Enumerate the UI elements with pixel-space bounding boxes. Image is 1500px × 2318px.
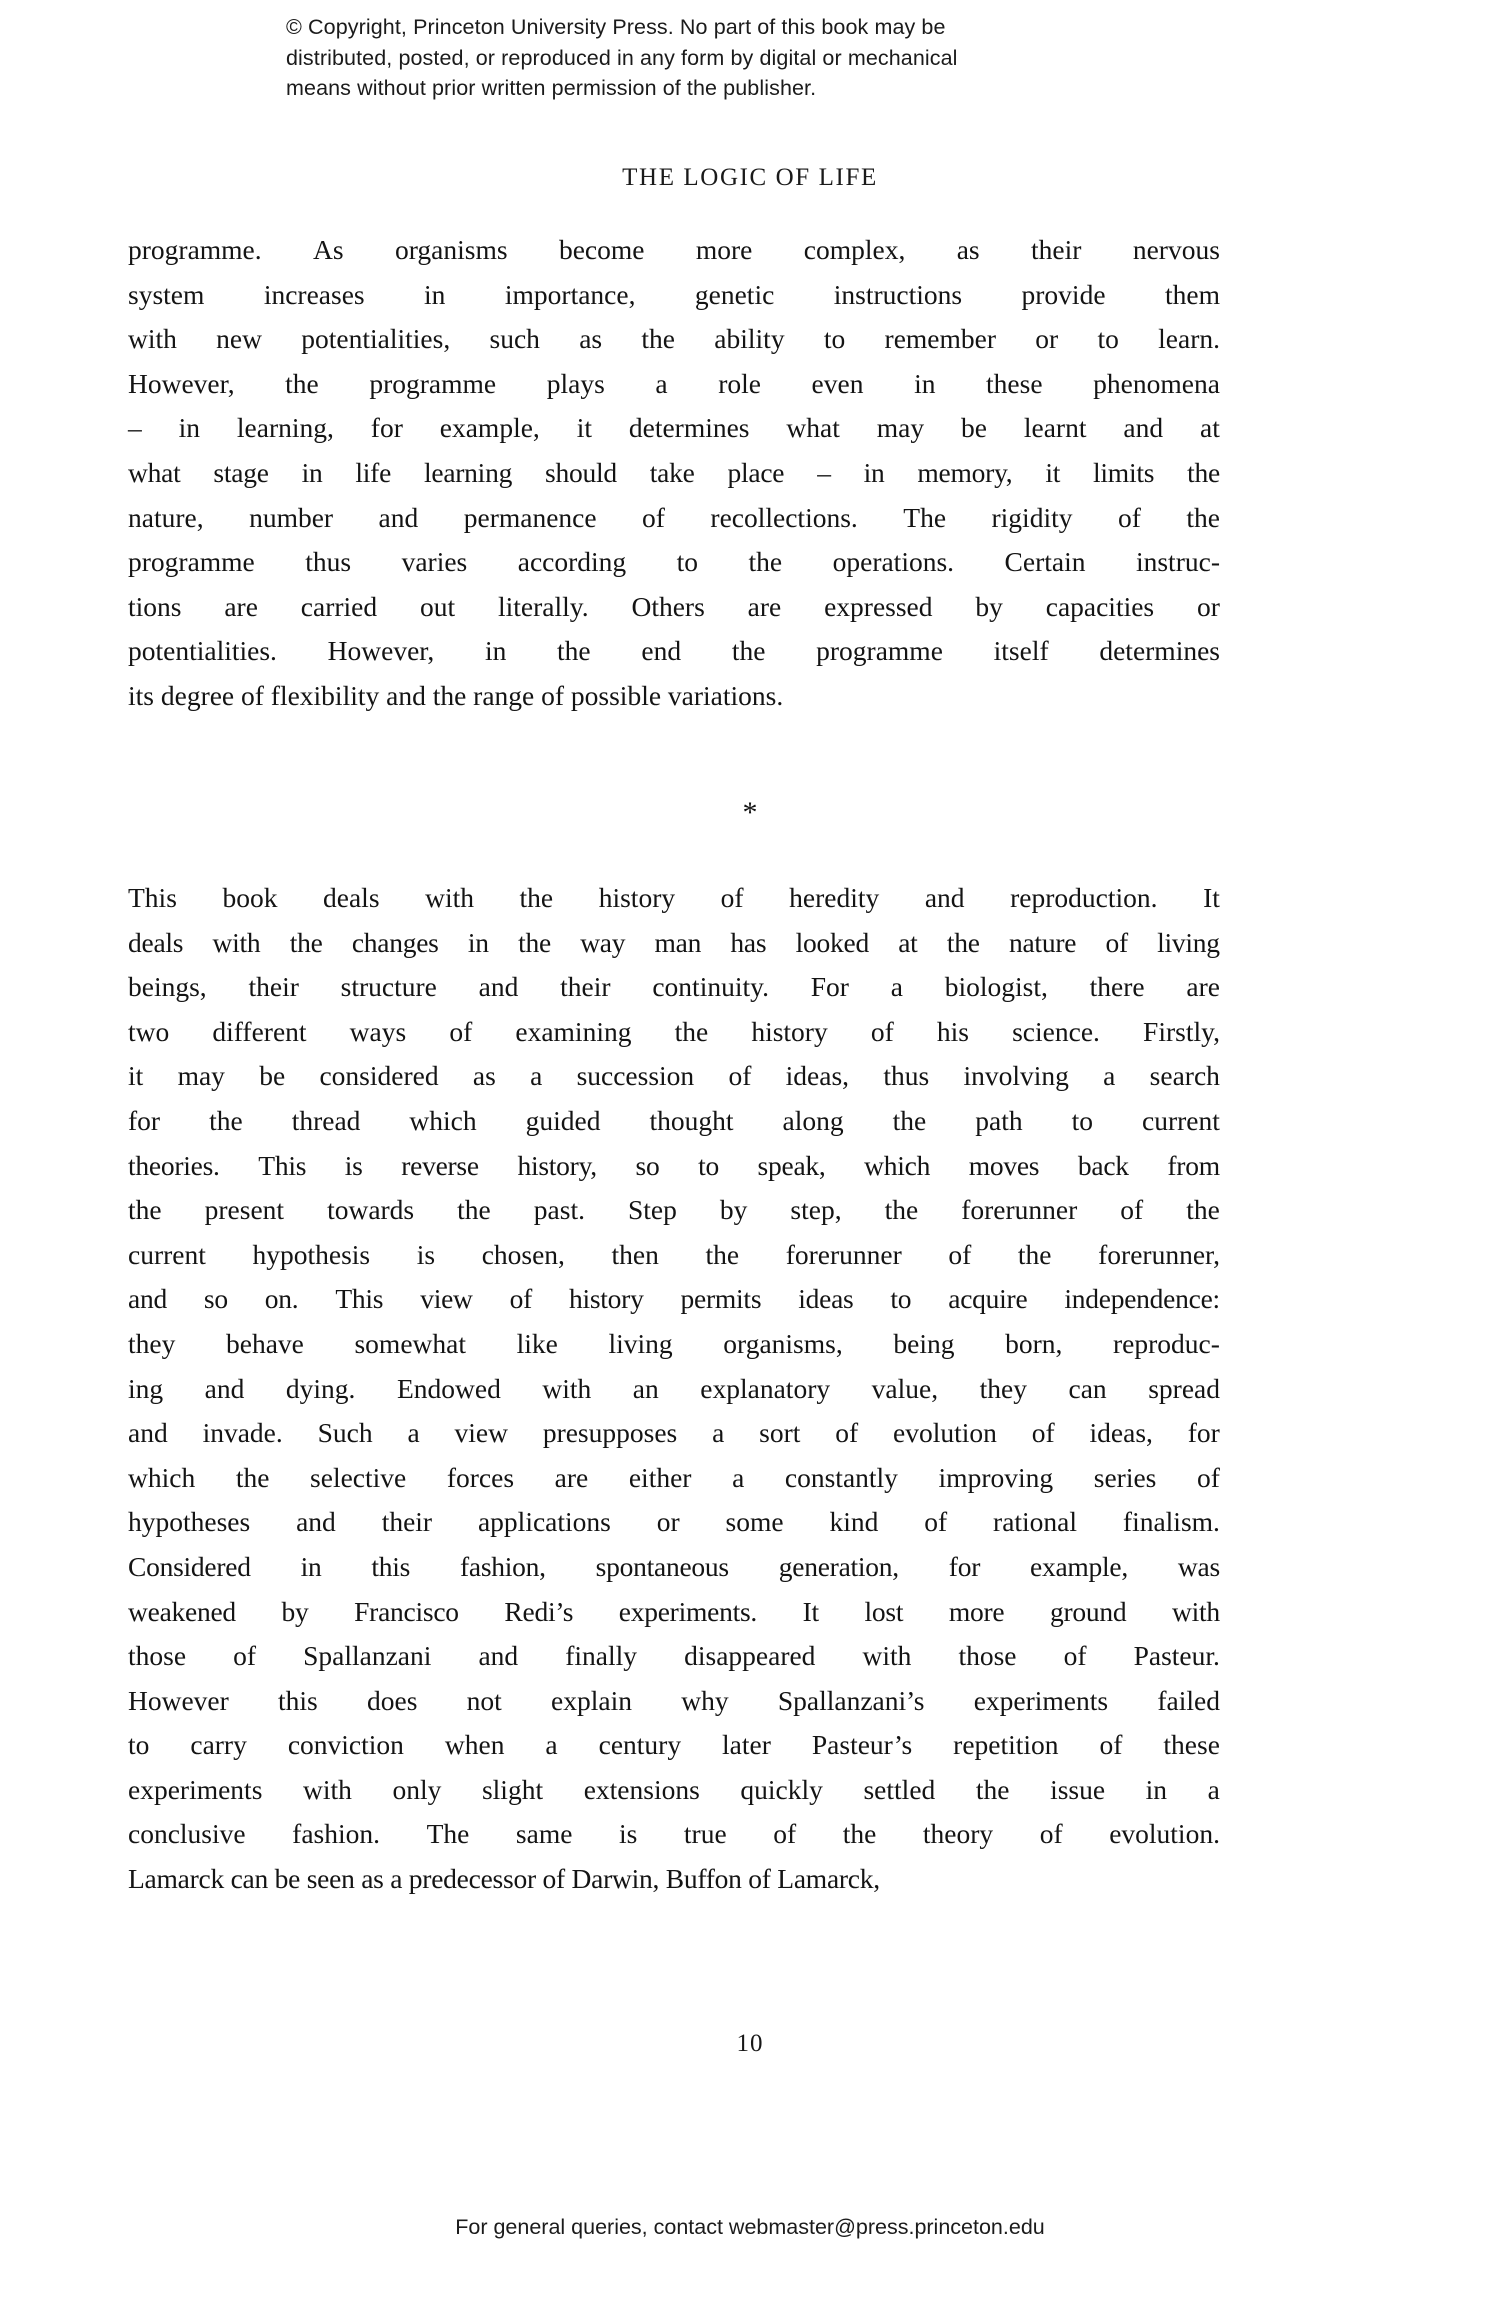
text-line: tions are carried out literally. Others are expressed by capacities or xyxy=(128,590,1220,622)
text-line: programme thus varies according to the operations. Certain instruc- xyxy=(128,546,1220,578)
text-line: which the selective forces are either a constantly improving series of xyxy=(128,1461,1220,1493)
text-line: system increases in importance, genetic instructions provide them xyxy=(128,278,1220,310)
text-line: nature, number and permanence of recollections. The rigidity of the xyxy=(128,501,1220,533)
text-line: experiments with only slight extensions quickly settled the issue in a xyxy=(128,1773,1220,1805)
text-line: programme. As organisms become more complex, as their nervous xyxy=(128,234,1220,265)
paragraph-1 xyxy=(128,228,1220,719)
text-line: ing and dying. Endowed with an explanatory value, they can spread xyxy=(128,1372,1220,1404)
text-line: for the thread which guided thought along the path to current xyxy=(128,1104,1220,1136)
text-line: it may be considered as a succession of ideas, thus involving a search xyxy=(128,1060,1220,1092)
footer-queries-notice: For general queries, contact webmaster@press.princeton.edu xyxy=(455,2215,1045,2239)
text-line: hypotheses and their applications or some kind of rational finalism. xyxy=(128,1506,1220,1538)
text-line: conclusive fashion. The same is true of the theory of evolution. xyxy=(128,1818,1220,1850)
text-line: This book deals with the history of heredity and reproduction. It xyxy=(128,882,1220,913)
text-line: potentialities. However, in the end the programme itself determines xyxy=(128,635,1220,667)
copyright-line-1: © Copyright, Princeton University Press. No part of this book may be xyxy=(286,15,946,39)
text-line: weakened by Francisco Redi’s experiments. It lost more ground with xyxy=(128,1595,1220,1627)
copyright-notice xyxy=(286,12,1226,104)
text-line: and invade. Such a view presupposes a sort of evolution of ideas, for xyxy=(128,1417,1220,1449)
text-line: However, the programme plays a role even in these phenomena xyxy=(128,367,1220,399)
text-line: they behave somewhat like living organisms, being born, reproduc- xyxy=(128,1327,1220,1359)
text-line: beings, their structure and their continuity. For a biologist, there are xyxy=(128,971,1220,1003)
text-line: current hypothesis is chosen, then the forerunner of the forerunner, xyxy=(128,1238,1220,1270)
text-line: its degree of flexibility and the range of possible variations. xyxy=(128,679,784,711)
text-line: theories. This is reverse history, so to speak, which moves back from xyxy=(128,1149,1220,1181)
text-line: with new potentialities, such as the ability to remember or to learn. xyxy=(128,323,1220,355)
text-line: what stage in life learning should take place – in memory, it limits the xyxy=(128,456,1220,488)
text-line: – in learning, for example, it determines what may be learnt and at xyxy=(128,412,1220,444)
text-line: to carry conviction when a century later Pasteur’s repetition of these xyxy=(128,1729,1220,1761)
text-line: the present towards the past. Step by step, the forerunner of the xyxy=(128,1194,1220,1226)
paragraph-2 xyxy=(128,876,1220,1902)
text-line: deals with the changes in the way man has looked at the nature of living xyxy=(128,926,1220,958)
copyright-line-2: distributed, posted, or reproduced in any form by digital or mechanical xyxy=(286,45,958,70)
text-line: However this does not explain why Spallanzani’s experiments failed xyxy=(128,1684,1220,1716)
section-divider-asterisk: * xyxy=(742,796,758,829)
page-number: 10 xyxy=(736,2030,764,2057)
text-line: Lamarck can be seen as a predecessor of Darwin, Buffon of Lamarck, xyxy=(128,1863,880,1895)
text-line: two different ways of examining the history of his science. Firstly, xyxy=(128,1015,1220,1047)
text-line: those of Spallanzani and finally disappeared with those of Pasteur. xyxy=(128,1640,1220,1672)
running-head: THE LOGIC OF LIFE xyxy=(622,164,878,191)
text-line: Considered in this fashion, spontaneous generation, for example, was xyxy=(128,1550,1220,1582)
copyright-line-3: means without prior written permission of the publisher. xyxy=(286,76,817,100)
text-line: and so on. This view of history permits ideas to acquire independence: xyxy=(128,1283,1220,1315)
